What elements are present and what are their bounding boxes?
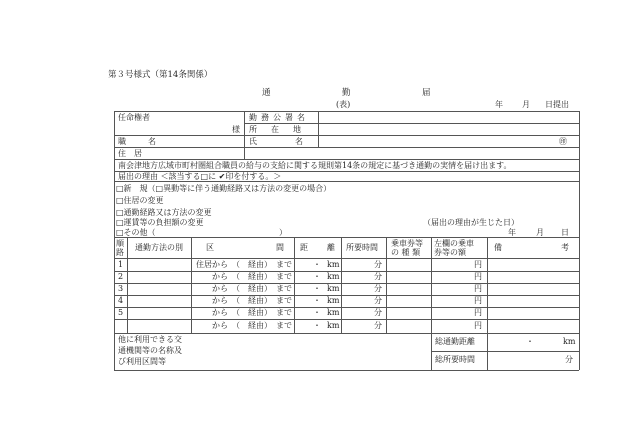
name-label: 氏名 [249,137,341,146]
other-means-line-2: 通機関等の名称及 [118,346,182,355]
row-number: 2 [118,272,124,281]
row-km: km [327,284,340,293]
row-via: （ 経由） [232,260,272,269]
seal-mark: ㊞ [559,137,567,146]
title-char-3: 届 [422,88,431,98]
total-distance-label: 総通勤距離 [435,337,475,346]
header-distance-a: 距 [300,243,308,252]
row-min: 分 [374,260,382,269]
row-to: まで [276,321,292,330]
reason-fare-change: □運賃等の負担額の変更 [116,218,204,227]
row-dot: ・ [313,284,321,293]
occurred-month: 月 [536,228,544,237]
row-yen: 円 [474,296,482,305]
reason-heading: 届出の理由 ＜該当する□に ✔印を付する。＞ [118,172,282,181]
row-min: 分 [374,296,382,305]
statement-text: 南会津地方広域市町村圏組合職員の給与の支給に関する規則第14条の規定に基づき通勤の実情を届け出ます。 [118,161,512,170]
row-number: 3 [118,284,124,293]
row-via: （ 経由） [232,284,272,293]
appointer-label: 任命権者 [118,113,150,122]
row-km: km [327,308,340,317]
header-ticket-a: 乗車券等 [391,239,423,248]
row-dot: ・ [313,272,321,281]
row-dot: ・ [313,321,321,330]
row-dot: ・ [313,296,321,305]
form-number: 第３号様式（第14条関係） [108,70,213,80]
header-remarks-b: 考 [561,243,569,252]
header-fare-b: 券等の額 [434,248,466,257]
subtitle: (表) [336,100,351,109]
total-distance-unit: km [563,337,576,346]
row-min: 分 [374,284,382,293]
row-to: まで [276,296,292,305]
row-to: まで [276,284,292,293]
position-label: 職名 [118,137,178,146]
header-time: 所要時間 [346,243,378,252]
row-via: （ 経由） [232,272,272,281]
header-section-a: 区 [206,243,214,252]
row-yen: 円 [474,321,482,330]
row-dot: ・ [313,308,321,317]
row-number: 4 [118,296,124,305]
occurred-year: 年 [508,228,516,237]
submit-month: 月 [522,100,530,109]
row-min: 分 [374,308,382,317]
header-distance-b: 離 [327,243,335,252]
row-yen: 円 [474,260,482,269]
header-order: 順路 [116,239,124,257]
row-min: 分 [374,321,382,330]
row-to: まで [276,272,292,281]
row-dot: ・ [313,260,321,269]
other-means-line-3: び利用区間等 [118,357,166,366]
office-name-label: 勤務公署名 [249,113,309,122]
row-from: から [212,272,228,281]
address-label: 住居 [118,149,150,158]
title-char-1: 通 [262,88,271,98]
reason-address-change: □住居の変更 [116,196,164,205]
row-km: km [327,260,340,269]
reason-other: □その他（ [116,228,156,237]
header-method: 通勤方法の別 [135,243,183,252]
row-from: 住居から [196,260,228,269]
row-via: （ 経由） [232,308,272,317]
row-km: km [327,272,340,281]
submit-year: 年 [495,100,503,109]
row-km: km [327,296,340,305]
reason-route-change: □通勤経路又は方法の変更 [116,208,212,217]
row-to: まで [276,308,292,317]
row-from: から [212,321,228,330]
appointer-honorific: 様 [232,125,240,134]
row-via: （ 経由） [232,321,272,330]
submit-day: 日提出 [545,100,569,109]
header-fare-a: 左欄の乗車 [434,239,474,248]
other-means-line-1: 他に利用できる交 [118,335,182,344]
row-yen: 円 [474,308,482,317]
row-via: （ 経由） [232,296,272,305]
row-from: から [212,296,228,305]
row-km: km [327,321,340,330]
header-remarks-a: 備 [494,243,502,252]
reason-other-close: ） [279,228,287,237]
header-section-b: 間 [276,243,284,252]
reason-new: □新 規（□異動等に伴う通勤経路又は方法の変更の場合） [116,184,332,193]
row-to: まで [276,260,292,269]
office-location-label: 所在地 [249,125,315,134]
row-yen: 円 [474,284,482,293]
row-from: から [212,308,228,317]
reason-occurred-label: （届出の理由が生じた日） [423,218,519,227]
row-min: 分 [374,272,382,281]
total-time-label: 総所要時間 [435,355,475,364]
row-number: 5 [118,308,124,317]
occurred-day: 日 [561,228,569,237]
total-distance-dot: ・ [526,337,534,346]
title-char-2: 勤 [342,88,351,98]
row-number: 1 [118,260,124,269]
header-ticket-b: の 種 類 [391,248,421,257]
row-from: から [212,284,228,293]
total-time-unit: 分 [565,355,573,364]
row-yen: 円 [474,272,482,281]
